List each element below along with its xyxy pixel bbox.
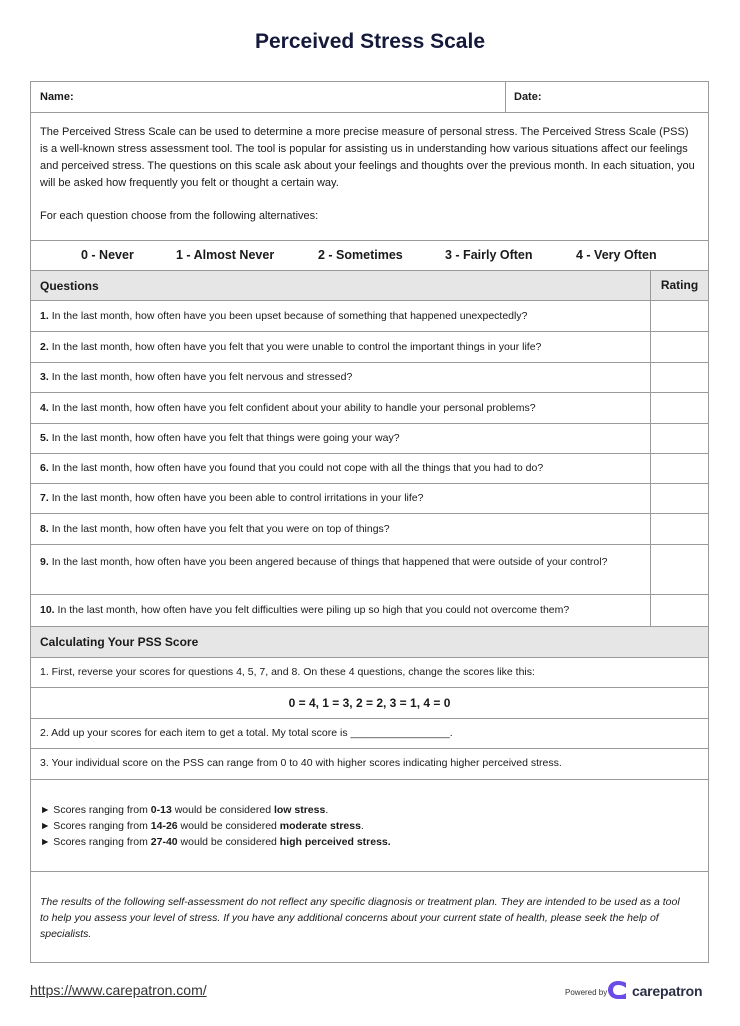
calculation-header-row	[31, 627, 708, 658]
question-row	[31, 301, 708, 332]
rating-cell[interactable]	[650, 393, 708, 423]
rating-cell[interactable]	[650, 454, 708, 483]
question-row	[31, 545, 708, 595]
form-frame	[30, 81, 709, 963]
intro-paragraph: The Perceived Stress Scale can be used to determine a more precise measure of personal stress. The Perceived Stress Scale (PSS) is a well-known stress assessment tool. The tool is popular for assisting us in understanding how various situations affect our feelings and perceived stress. The questions on this scale ask about your feelings and thoughts over the previous month. In each situation, you will be asked how frequently you felt or thought a certain way.	[40, 126, 695, 189]
question-number: 9.	[40, 556, 49, 568]
page-title: Perceived Stress Scale	[255, 30, 485, 53]
question-body: In the last month, how often have you felt that things were going your way?	[51, 432, 400, 444]
carepatron-logo-icon	[607, 980, 629, 1000]
name-field[interactable]: Name:	[31, 82, 506, 112]
question-body: In the last month, how often have you felt that you were unable to control the important things in your life?	[51, 341, 542, 353]
question-text	[40, 400, 640, 416]
question-row	[31, 514, 708, 545]
question-body: In the last month, how often have you felt that you were on top of things?	[51, 523, 390, 535]
rating-cell[interactable]	[650, 424, 708, 453]
question-row	[31, 424, 708, 454]
question-row	[31, 363, 708, 393]
step-1-row	[31, 658, 708, 688]
questions-header-row	[31, 271, 708, 301]
scale-option: 1 - Almost Never	[176, 248, 275, 262]
disclaimer-text: The results of the following self-assessment do not reflect any specific diagnosis or treatment plan. They are intended to be used as a tool to help you assess your level of stress. If you have any additional concerns about your current state of health, please seek the help of specialists.	[40, 896, 680, 940]
question-text	[40, 521, 640, 537]
question-body: In the last month, how often have you been able to control irritations in your life?	[51, 492, 424, 504]
question-text	[40, 369, 640, 385]
question-text	[40, 308, 640, 324]
step-1-text: 1. First, reverse your scores for questions 4, 5, 7, and 8. On these 4 questions, change the scores like this:	[40, 666, 535, 678]
range-item: ► Scores ranging from 14-26 would be considered moderate stress.	[40, 820, 364, 832]
question-body: In the last month, how often have you felt confident about your ability to handle your personal problems?	[51, 402, 536, 414]
step-2-row	[31, 719, 708, 749]
rating-cell[interactable]	[650, 514, 708, 544]
question-number: 2.	[40, 341, 49, 353]
question-number: 1.	[40, 310, 49, 322]
question-row	[31, 393, 708, 424]
scale-option: 4 - Very Often	[576, 248, 657, 262]
question-body: In the last month, how often have you been angered because of things that happened that were outside of your control?	[51, 556, 608, 568]
scale-option: 0 - Never	[81, 248, 134, 262]
question-row	[31, 595, 708, 627]
name-date-row	[31, 82, 708, 113]
rating-cell[interactable]	[650, 595, 708, 626]
reverse-map-row	[31, 688, 708, 719]
rating-scale-row	[31, 241, 708, 271]
question-number: 5.	[40, 432, 49, 444]
rating-cell[interactable]	[650, 545, 708, 594]
question-number: 10.	[40, 604, 55, 616]
intro-section	[31, 113, 708, 241]
step-3-text: 3. Your individual score on the PSS can range from 0 to 40 with higher scores indicating higher perceived stress.	[40, 757, 562, 769]
range-item: ► Scores ranging from 0-13 would be considered low stress.	[40, 804, 329, 816]
question-row	[31, 484, 708, 514]
rating-cell[interactable]	[650, 301, 708, 331]
brand-name: carepatron	[632, 983, 703, 999]
questions-header: Questions	[40, 279, 99, 293]
question-body: In the last month, how often have you been upset because of something that happened unexpectedly?	[51, 310, 528, 322]
step-3-row	[31, 749, 708, 780]
question-text	[40, 430, 640, 446]
score-ranges	[31, 780, 708, 872]
question-row	[31, 454, 708, 484]
question-text	[40, 460, 640, 476]
question-text	[40, 490, 640, 506]
question-text	[40, 554, 630, 570]
scale-option: 3 - Fairly Often	[445, 248, 533, 262]
question-text	[40, 602, 640, 618]
step-2-text: 2. Add up your scores for each item to get a total. My total score is _________________.	[40, 727, 453, 739]
question-body: In the last month, how often have you felt nervous and stressed?	[51, 371, 353, 383]
rating-cell[interactable]	[650, 332, 708, 362]
range-item: ► Scores ranging from 27-40 would be considered high perceived stress.	[40, 836, 391, 848]
rating-cell[interactable]	[650, 484, 708, 513]
powered-by-label: Powered by	[565, 988, 608, 997]
question-number: 3.	[40, 371, 49, 383]
scale-option: 2 - Sometimes	[318, 248, 403, 262]
question-number: 4.	[40, 402, 49, 414]
question-text	[40, 339, 640, 355]
rating-header: Rating	[650, 271, 708, 300]
question-number: 6.	[40, 462, 49, 474]
footer-url-link[interactable]: https://www.carepatron.com/	[30, 982, 207, 998]
reverse-map: 0 = 4, 1 = 3, 2 = 2, 3 = 1, 4 = 0	[288, 696, 451, 710]
alternatives-prompt: For each question choose from the following alternatives:	[40, 210, 319, 222]
question-body: In the last month, how often have you found that you could not cope with all the things that you had to do?	[51, 462, 544, 474]
calculation-header: Calculating Your PSS Score	[40, 635, 199, 649]
question-body: In the last month, how often have you felt difficulties were piling up so high that you could not overcome them?	[57, 604, 570, 616]
rating-cell[interactable]	[650, 363, 708, 392]
disclaimer	[31, 872, 708, 965]
question-row	[31, 332, 708, 363]
question-number: 8.	[40, 523, 49, 535]
question-number: 7.	[40, 492, 49, 504]
date-field[interactable]: Date:	[514, 91, 542, 103]
